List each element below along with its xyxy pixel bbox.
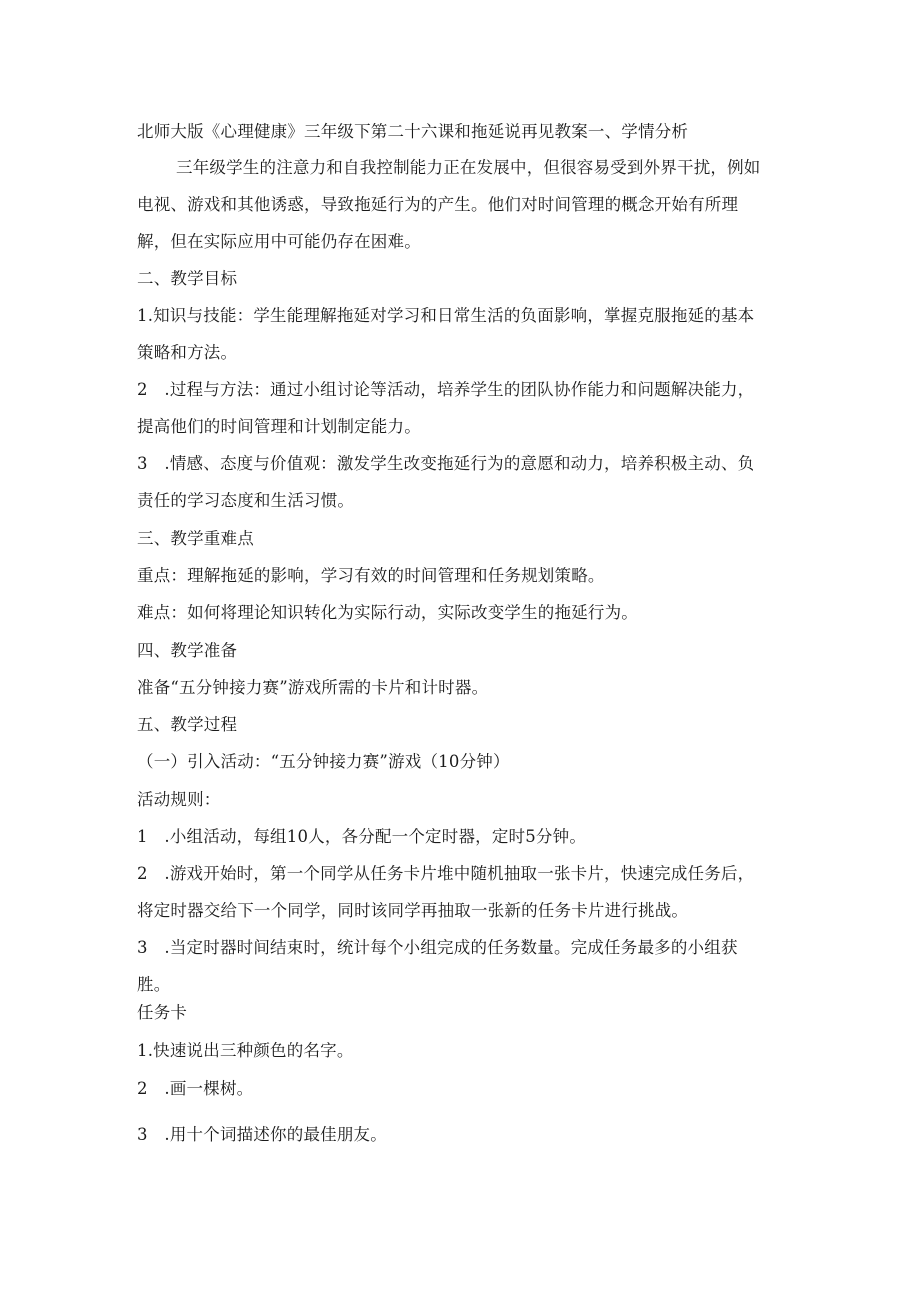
section-heading: 二、教学目标: [137, 269, 238, 288]
subsection-heading: （一）引入活动：“五分钟接力赛”游戏（10分钟）: [137, 752, 510, 771]
section-heading: 五、教学过程: [137, 715, 238, 734]
paragraph-line: 电视、游戏和其他诱惑，导致拖延行为的产生。他们对时间管理的概念开始有所理: [137, 195, 739, 214]
section-heading: 三、教学重难点: [137, 529, 254, 548]
list-item: 1.快速说出三种颜色的名字。: [137, 1041, 354, 1060]
paragraph-line: 难点：如何将理论知识转化为实际行动，实际改变学生的拖延行为。: [137, 603, 638, 622]
paragraph-line: 解，但在实际应用中可能仍存在困难。: [137, 232, 421, 251]
list-item: 2 .画一棵树。: [137, 1079, 254, 1098]
paragraph-line: 3 .情感、态度与价值观：激发学生改变拖延行为的意愿和动力，培养积极主动、负: [137, 454, 755, 473]
paragraph-line: 准备“五分钟接力赛”游戏所需的卡片和计时器。: [137, 678, 489, 697]
paragraph-line: 胜。: [137, 975, 171, 994]
paragraph-line: 1.知识与技能：学生能理解拖延对学习和日常生活的负面影响，掌握克服拖延的基本: [137, 306, 755, 325]
document-title: 北师大版《心理健康》三年级下第二十六课和拖延说再见教案一、学情分析: [137, 122, 689, 141]
list-item: 2 .游戏开始时，第一个同学从任务卡片堆中随机抽取一张卡片，快速完成任务后，: [137, 864, 755, 883]
paragraph-line: 将定时器交给下一个同学，同时该同学再抽取一张新的任务卡片进行挑战。: [137, 901, 689, 920]
paragraph-line: 提高他们的时间管理和计划制定能力。: [137, 417, 421, 436]
paragraph-line: 三年级学生的注意力和自我控制能力正在发展中，但很容易受到外界干扰，例如: [176, 158, 761, 177]
paragraph-line: 活动规则：: [137, 790, 221, 809]
paragraph-line: 责任的学习态度和生活习惯。: [137, 491, 355, 510]
list-item: 3 .用十个词描述你的最佳朋友。: [137, 1125, 387, 1144]
paragraph-line: 策略和方法。: [137, 343, 238, 362]
list-item: 1 .小组活动，每组10人，各分配一个定时器，定时5分钟。: [137, 827, 587, 846]
list-item: 3 .当定时器时间结束时，统计每个小组完成的任务数量。完成任务最多的小组获: [137, 938, 738, 957]
paragraph-line: 2 .过程与方法：通过小组讨论等活动，培养学生的团队协作能力和问题解决能力，: [137, 380, 755, 399]
section-heading: 四、教学准备: [137, 641, 238, 660]
section-heading: 任务卡: [137, 1003, 188, 1022]
paragraph-line: 重点：理解拖延的影响，学习有效的时间管理和任务规划策略。: [137, 566, 605, 585]
